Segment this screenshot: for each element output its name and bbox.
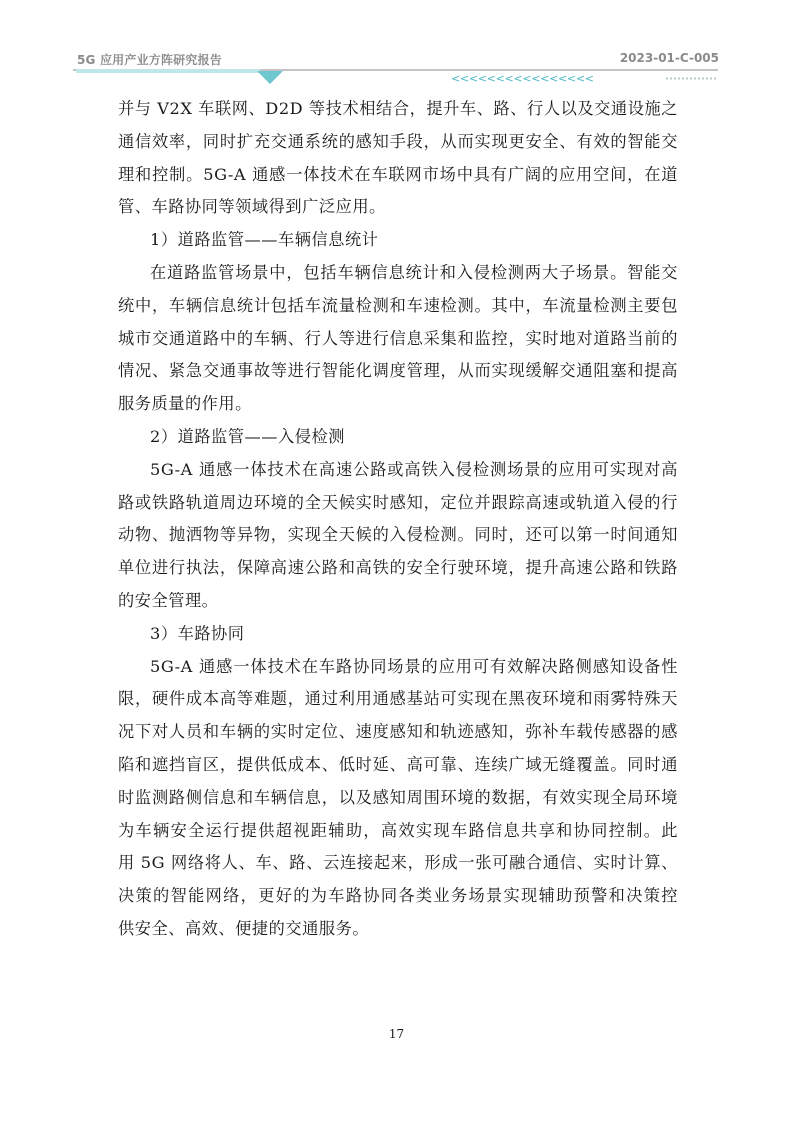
page-number: 17: [388, 1027, 405, 1041]
text-line: 情况、紧急交通事故等进行智能化调度管理，从而实现缓解交通阻塞和提高: [118, 361, 678, 381]
text-line: 统中，车辆信息统计包括车流量检测和车速检测。其中，车流量检测主要包: [118, 295, 678, 315]
text-line: 5G-A 通感一体技术在高速公路或高铁入侵检测场景的应用可实现对高: [150, 459, 678, 479]
text-line: 况下对人员和车辆的实时定位、速度感知和轨迹感知，弥补车载传感器的感: [118, 722, 678, 742]
text-line: 决策的智能网络，更好的为车路协同各类业务场景实现辅助预警和决策控: [118, 886, 678, 906]
text-line: 城市交通道路中的车辆、行人等进行信息采集和监控，实时地对道路当前的: [118, 328, 678, 348]
text-line: 为车辆安全运行提供超视距辅助，高效实现车路信息共享和协同控制。此: [118, 820, 678, 840]
text-line: 服务质量的作用。: [118, 394, 252, 414]
text-line: 5G-A 通感一体技术在车路协同场景的应用可有效解决路侧感知设备性: [150, 656, 678, 676]
text-line: 时监测路侧信息和车辆信息，以及感知周围环境的数据，有效实现全局环境: [118, 787, 678, 807]
text-line: 供安全、高效、便捷的交通服务。: [118, 918, 370, 938]
text-line: 理和控制。5G-A 通感一体技术在车联网市场中具有广阔的应用空间，在道: [118, 164, 678, 184]
text-line: 在道路监管场景中，包括车辆信息统计和入侵检测两大子场景。智能交: [150, 262, 678, 282]
paragraph-v2x-intro: [118, 93, 678, 224]
page-body: [118, 93, 678, 946]
text-line: 并与 V2X 车联网、D2D 等技术相结合，提升车、路、行人以及交通设施之: [118, 99, 678, 118]
paragraph-vehicle-statistics: [118, 257, 678, 421]
section-heading-vehicle-road-coordination: 3）车路协同: [150, 623, 245, 643]
report-title: 5G 应用产业方阵研究报告: [77, 53, 222, 67]
header-triangle-icon: [257, 71, 283, 84]
paragraph-vehicle-road-coordination: [118, 651, 678, 946]
text-line: 动物、抛洒物等异物，实现全天候的入侵检测。同时，还可以第一时间通知: [118, 525, 678, 545]
header-accent-bar: [76, 69, 260, 73]
paragraph-intrusion-detection: [118, 454, 678, 618]
header-dot-pattern: [665, 77, 717, 80]
header-chevron-decoration: <<<<<<<<<<<<<<<<: [451, 72, 594, 85]
text-line: 的安全管理。: [118, 590, 219, 610]
text-line: 通信效率，同时扩充交通系统的感知手段，从而实现更安全、有效的智能交: [118, 131, 678, 151]
text-line: 管、车路协同等领域得到广泛应用。: [118, 197, 386, 217]
text-line: 路或铁路轨道周边环境的全天候实时感知，定位并跟踪高速或轨道入侵的行: [118, 492, 678, 512]
text-line: 限，硬件成本高等难题，通过利用通感基站可实现在黑夜环境和雨雾特殊天: [118, 689, 678, 709]
text-line: 单位进行执法，保障高速公路和高铁的安全行驶环境，提升高速公路和铁路: [118, 558, 678, 578]
section-heading-intrusion-detection: 2）道路监管——入侵检测: [150, 426, 345, 446]
section-heading-vehicle-statistics: 1）道路监管——车辆信息统计: [150, 230, 379, 250]
report-code: 2023-01-C-005: [619, 51, 719, 65]
text-line: 陷和遮挡盲区，提供低成本、低时延、高可靠、连续广域无缝覆盖。同时通: [118, 754, 678, 774]
text-line: 用 5G 网络将人、车、路、云连接起来，形成一张可融合通信、实时计算、: [118, 853, 678, 873]
